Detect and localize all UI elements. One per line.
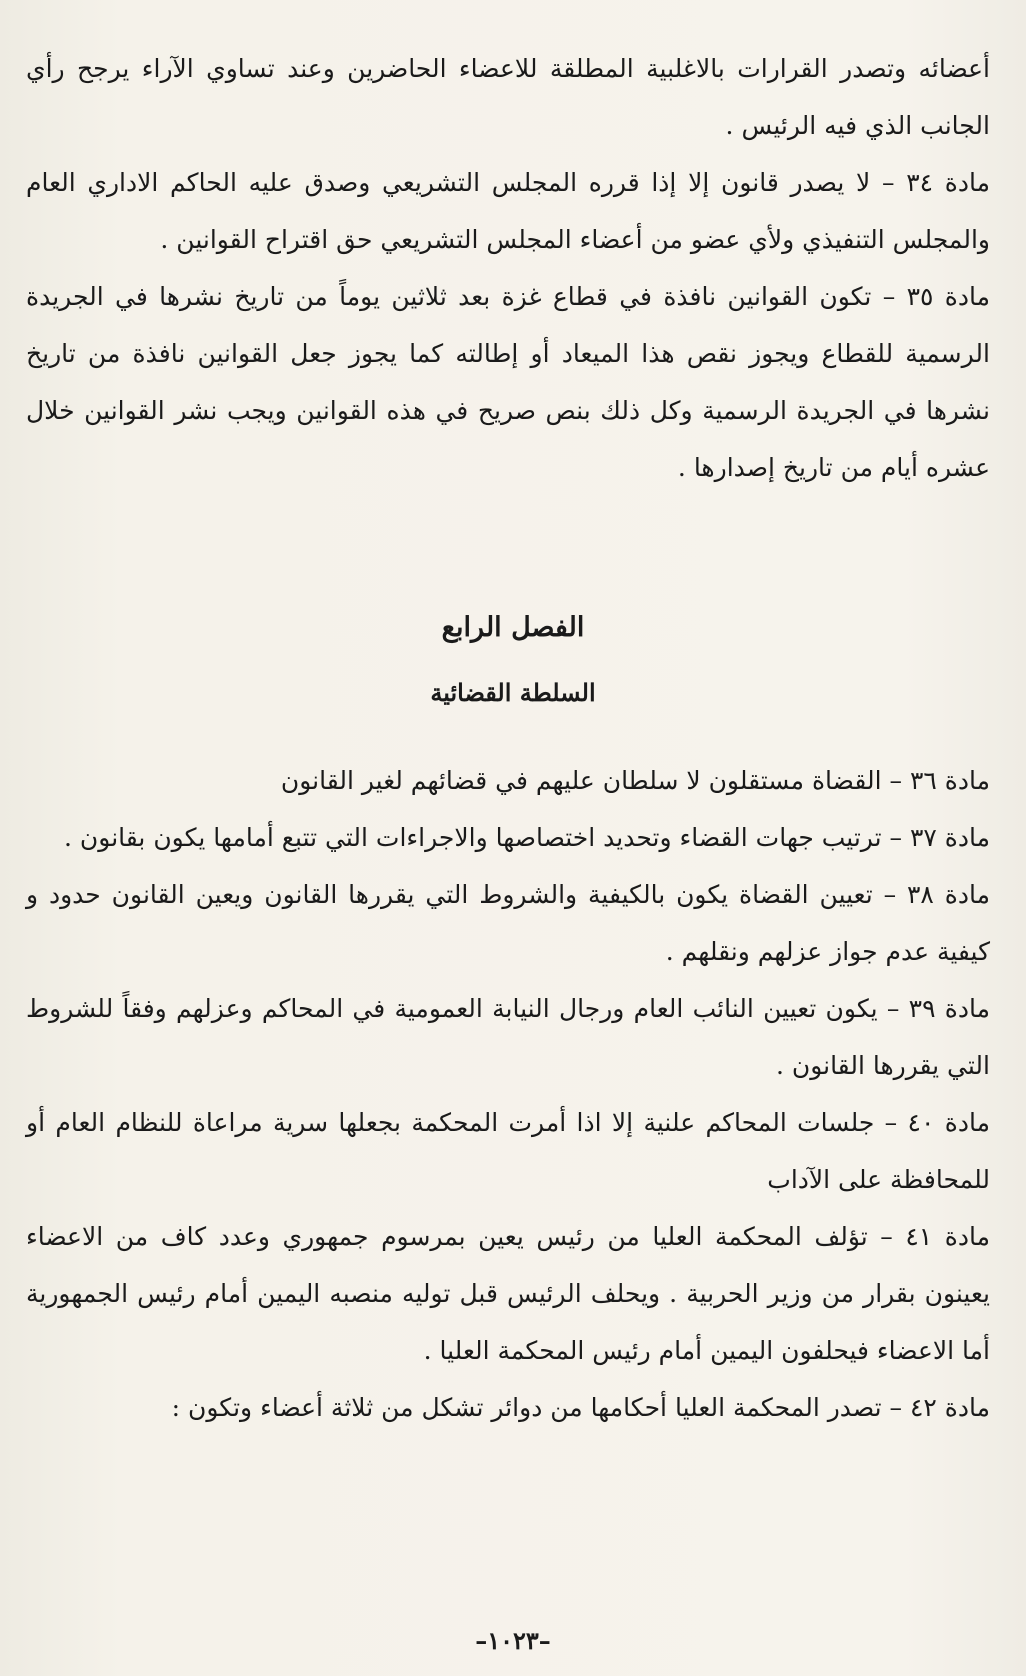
article-41: مادة ٤١ – تؤلف المحكمة العليا من رئيس يعين بمرسوم جمهوري وعدد كاف من الاعضاء يعينون بقرار من وزير الحربية . ويحلف الرئيس قبل توليه منصبه اليمين أمام رئيس الجمهورية أما الاعضاء فيحلفون اليمين أمام رئيس المحكمة العليا . [26, 1222, 991, 1365]
article-42: مادة ٤٢ – تصدر المحكمة العليا أحكامها من دوائر تشكل من ثلاثة أعضاء وتكون : [171, 1393, 990, 1422]
chapter-title: الفصل الرابع [441, 612, 585, 643]
article-34: مادة ٣٤ – لا يصدر قانون إلا إذا قرره المجلس التشريعي وصدق عليه الحاكم الاداري العام والمجلس التنفيذي ولأي عضو من أعضاء المجلس التشريعي حق اقتراح القوانين . [26, 168, 990, 254]
upper-text-block [26, 40, 990, 496]
lower-text-block [26, 752, 990, 1436]
paragraph-continuation: أعضائه وتصدر القرارات بالاغلبية المطلقة للاعضاء الحاضرين وعند تساوي الآراء يرجح رأي الجانب الذي فيه الرئيس . [26, 54, 990, 140]
section-title: السلطة القضائية [430, 678, 596, 707]
article-38: مادة ٣٨ – تعيين القضاة يكون بالكيفية والشروط التي يقررها القانون ويعين القانون حدود و كيفية عدم جواز عزلهم ونقلهم . [26, 880, 990, 966]
article-35: مادة ٣٥ – تكون القوانين نافذة في قطاع غزة بعد ثلاثين يوماً من تاريخ نشرها في الجريدة الرسمية للقطاع ويجوز نقص هذا الميعاد أو إطالته كما يجوز جعل القوانين نافذة من تاريخ نشرها في الجريدة الرسمية وكل ذلك بنص صريح في هذه القوانين ويجب نشر القوانين خلال عشره أيام من تاريخ إصدارها . [26, 282, 991, 482]
article-39: مادة ٣٩ – يكون تعيين النائب العام ورجال النيابة العمومية في المحاكم وعزلهم وفقاً للشروط التي يقررها القانون . [26, 994, 991, 1080]
page-number: –١٠٢٣– [475, 1626, 551, 1655]
article-36: مادة ٣٦ – القضاة مستقلون لا سلطان عليهم في قضائهم لغير القانون [280, 766, 990, 795]
article-40: مادة ٤٠ – جلسات المحاكم علنية إلا اذا أمرت المحكمة بجعلها سرية مراعاة للنظام العام أو للمحافظة على الآداب [26, 1108, 990, 1194]
article-37: مادة ٣٧ – ترتيب جهات القضاء وتحديد اختصاصها والاجراءات التي تتبع أمامها يكون بقانون . [64, 823, 990, 852]
